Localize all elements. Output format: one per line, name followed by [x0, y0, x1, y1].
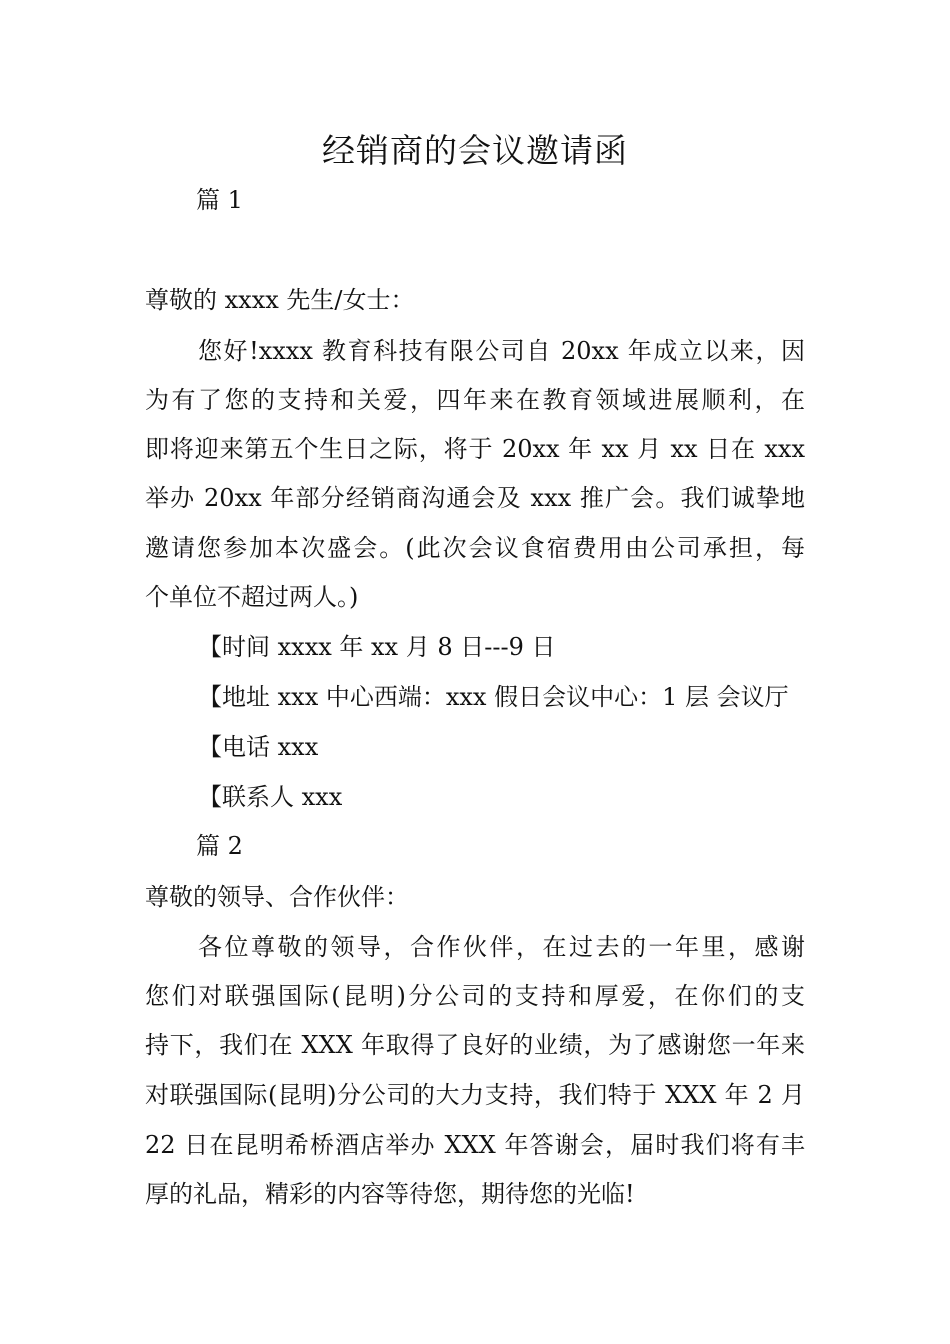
section-2-paragraph-line: 您们对联强国际(昆明)分公司的支持和厚爱，在你们的支	[145, 982, 805, 1010]
section-2-paragraph-line: 各位尊敬的领导，合作伙伴，在过去的一年里，感谢	[198, 933, 805, 961]
detail-contact: 【联系人 xxx	[198, 783, 343, 811]
section-2-heading: 篇 2	[196, 832, 243, 860]
section-1-salutation: 尊敬的 xxxx 先生/女士：	[145, 286, 415, 314]
section-1-paragraph-line: 您好!xxxx 教育科技有限公司自 20xx 年成立以来，因	[198, 337, 805, 365]
section-2-paragraph-line: 厚的礼品，精彩的内容等待您，期待您的光临!	[145, 1180, 635, 1208]
section-1-paragraph-line: 邀请您参加本次盛会。(此次会议食宿费用由公司承担，每	[145, 534, 805, 562]
detail-address: 【地址 xxx 中心西端：xxx 假日会议中心：1 层 会议厅	[198, 683, 789, 711]
section-1-paragraph-line: 举办 20xx 年部分经销商沟通会及 xxx 推广会。我们诚挚地	[145, 484, 805, 512]
section-1-paragraph-line: 即将迎来第五个生日之际，将于 20xx 年 xx 月 xx 日在 xxx	[145, 435, 805, 463]
detail-time: 【时间 xxxx 年 xx 月 8 日---9 日	[198, 633, 556, 661]
section-1-paragraph-line: 为有了您的支持和关爱，四年来在教育领域进展顺利，在	[145, 386, 805, 414]
section-2-paragraph-line: 22 日在昆明希桥酒店举办 XXX 年答谢会，届时我们将有丰	[145, 1131, 805, 1159]
section-1-heading: 篇 1	[196, 186, 243, 214]
section-1-paragraph-line: 个单位不超过两人。)	[145, 583, 359, 611]
detail-phone: 【电话 xxx	[198, 733, 319, 761]
section-2-paragraph-line: 持下，我们在 XXX 年取得了良好的业绩，为了感谢您一年来	[145, 1031, 805, 1059]
section-2-paragraph-line: 对联强国际(昆明)分公司的大力支持，我们特于 XXX 年 2 月	[145, 1081, 805, 1109]
section-2-salutation: 尊敬的领导、合作伙伴：	[145, 883, 409, 911]
document-title: 经销商的会议邀请函	[322, 131, 628, 170]
